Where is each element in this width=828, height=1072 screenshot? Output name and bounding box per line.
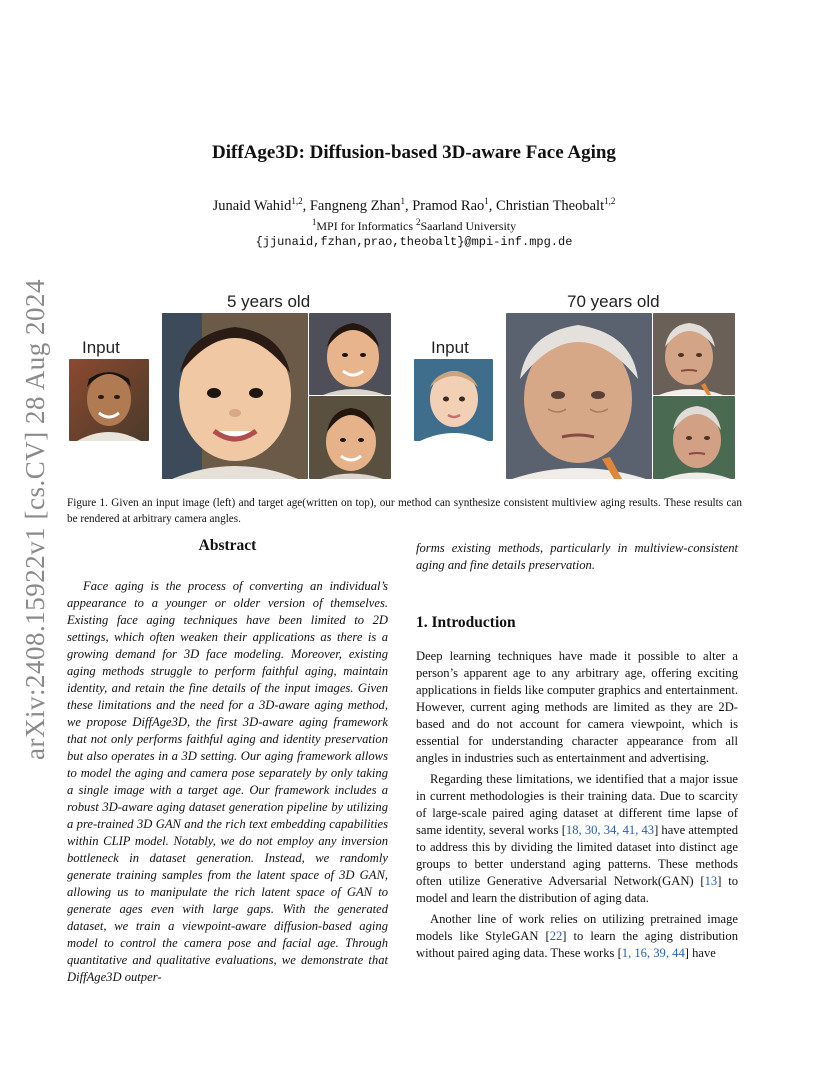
arxiv-identifier: arXiv:2408.15922v1 [cs.CV] 28 Aug 2024 <box>20 279 50 760</box>
aged-face-photo-child-side-top <box>309 313 391 395</box>
intro-paragraph-2 <box>416 771 738 907</box>
abstract-column <box>67 537 388 986</box>
affiliation-name: Saarland University <box>420 219 517 233</box>
author-affiliation-mark: 1,2 <box>291 196 303 206</box>
paragraph-text: Regarding these limitations, we identified that a major issue in current methodologies is their training data. Due to scarcity of large-scale paired aging dataset at different time lapse of same identity, several works [ <box>416 772 738 837</box>
author-name: Christian Theobalt <box>496 197 605 214</box>
paragraph-text: ] have attempted to address this by dividing the limited dataset into distinct age groups to better understand aging patterns. These methods often utilize Generative Adversarial Network(GAN) [ <box>416 823 738 888</box>
citation-link[interactable]: 22 <box>549 929 563 943</box>
author-name: Pramod Rao <box>412 197 485 214</box>
author-affiliation-mark: 1,2 <box>604 196 616 206</box>
aged-face-photo-elderly-side-top <box>653 313 735 395</box>
author-name: Fangneng Zhan <box>309 197 401 214</box>
aged-face-photo-elderly-front <box>506 313 652 479</box>
citation-link[interactable]: 13 <box>704 874 718 888</box>
intro-paragraph-1: Deep learning techniques have made it possible to alter a person’s apparent age to any arbitrary age, offering exciting applications in fields like computer graphics and entertainment. However, current aging methods are limited as they are 2D-based and do not account for camera viewpoint, which is essential for understanding character appearance from all angles in industries such as entertainment and advertising. <box>416 649 738 765</box>
right-column <box>416 540 738 966</box>
aged-face-photo-child-side-bottom <box>309 396 391 479</box>
author-affiliation-mark: 1 <box>400 196 405 206</box>
label-target-age-70: 70 years old <box>567 292 660 311</box>
paragraph-text: ] to learn the aging distribution without paired aging data. These works [ <box>416 929 739 960</box>
intro-paragraph-3 <box>416 911 738 962</box>
abstract-heading: Abstract <box>198 537 257 554</box>
label-target-age-5: 5 years old <box>227 292 311 311</box>
paragraph-text: ] have <box>684 946 716 960</box>
citation-link[interactable]: 18, 30, 34, 41, 43 <box>565 823 655 837</box>
label-input-right: Input <box>431 338 469 357</box>
abstract-body: Face aging is the process of converting an individual’s appearance to a younger or older version of themselves. Existing face aging techniques have been limited to 2D settings, which often weaken their applications as there is a growing demand for 3D face modeling. Moreover, existing aging methods struggle to perform faithful aging, maintain identity, and retain the fine details of the input images. Given these limitations and the need for a 3D-aware aging method, we propose DiffAge3D, the first 3D-aware aging framework that not only performs faithful aging and identity preservation but also operates in a 3D setting. Our aging framework allows to model the aging and camera pose separately by only taking a single image with a target age. Our framework includes a robust 3D-aware aging dataset generation pipeline by utilizing a pre-trained 3D GAN and the rich text embedding capabilities within CLIP model. Notably, we do not employ any inversion bottleneck in dataset generation. Instead, we randomly generate training samples from the latent space of 3D GAN, allowing us to manipulate the rich latent space of GAN to generate ages even with large gaps. With the generated dataset, we train a viewpoint-aware diffusion-based aging model to control the camera pose and facial age. Through quantitative and qualitative evaluations, we demonstrate that DiffAge3D outper- <box>67 579 388 984</box>
paper-title: DiffAge3D: Diffusion-based 3D-aware Face Aging <box>212 142 616 163</box>
author-emails: {jjunaid,fzhan,prao,theobalt}@mpi-inf.mpg.de <box>255 235 573 249</box>
figure-caption: Figure 1. Given an input image (left) and target age(written on top), our method can synthesize consistent multiview aging results. These results can be rendered at arbitrary camera angles. <box>67 497 742 525</box>
author-affiliation-mark: 1 <box>484 196 489 206</box>
abstract-continuation: forms existing methods, particularly in multiview-consistent aging and fine details preservation. <box>416 541 738 572</box>
introduction-heading: 1. Introduction <box>416 614 516 631</box>
paragraph-text: Another line of work relies on utilizing pretrained image models like StyleGAN [ <box>416 912 738 943</box>
label-input-left: Input <box>82 338 120 357</box>
aged-face-photo-elderly-side-bottom <box>653 396 735 479</box>
paragraph-text: ] to model and learn the distribution of aging data. <box>416 874 739 905</box>
aged-face-photo-child-front <box>162 313 308 479</box>
affiliation-mark: 1 <box>311 217 317 227</box>
affiliation-mark: 2 <box>416 217 421 227</box>
input-face-photo-baby <box>414 359 493 441</box>
affiliation-name: MPI for Informatics <box>316 219 416 233</box>
citation-link[interactable]: 1, 16, 39, 44 <box>621 946 685 960</box>
author-list: Junaid Wahid$^{1,2}$, Fangneng Zhan$^1$, Pramod Rao$^1$, Christian Theobalt$^{1,2}$ <box>212 196 616 214</box>
author-name: Junaid Wahid <box>212 197 292 214</box>
input-face-photo-man <box>69 359 149 441</box>
affiliations <box>0 217 828 234</box>
